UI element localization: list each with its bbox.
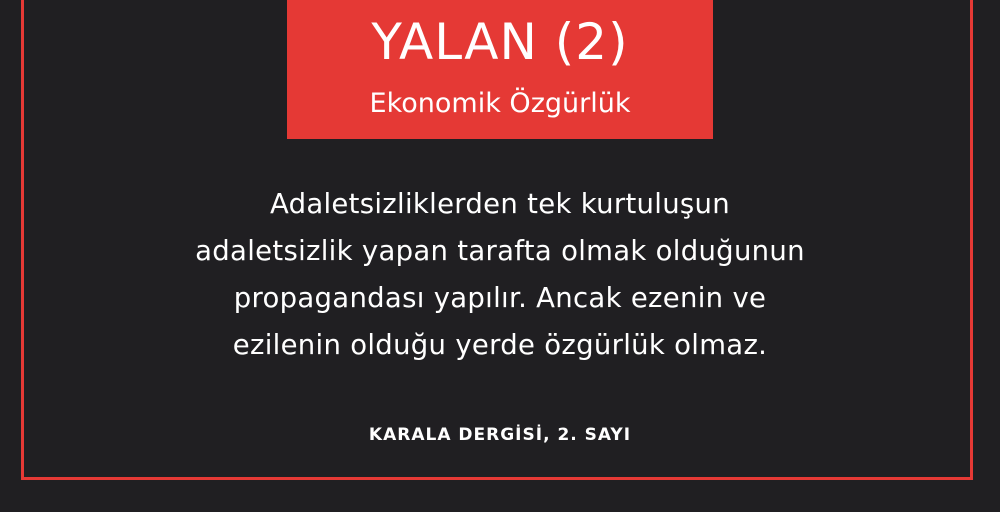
quote-line: propagandası yapılır. Ancak ezenin ve — [233, 282, 767, 314]
source-citation: KARALA DERGİSİ, 2. SAYI — [368, 425, 632, 445]
title-banner — [287, 0, 713, 139]
page-title: YALAN (2) — [371, 13, 629, 71]
quote-line: Adaletsizliklerden tek kurtuluşun — [269, 188, 731, 220]
quote-text — [60, 181, 940, 369]
page-subtitle: Ekonomik Özgürlük — [369, 88, 631, 119]
quote-line: adaletsizlik yapan tarafta olmak olduğunun — [195, 235, 805, 267]
quote-line: ezilenin olduğu yerde özgürlük olmaz. — [232, 329, 768, 361]
